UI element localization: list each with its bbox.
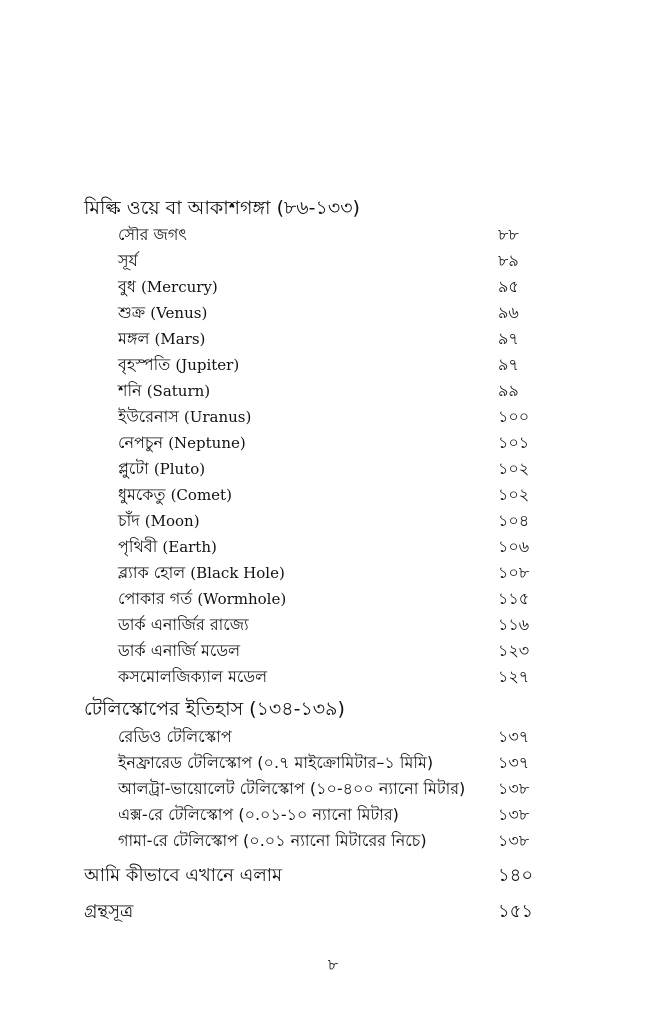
toc-row-en: (Pluto) — [153, 460, 206, 478]
toc-row-page: ৯৭ — [498, 355, 519, 374]
toc-row-en: (Venus) — [150, 304, 208, 322]
toc-row — [118, 612, 538, 638]
toc-row-page: ১১৬ — [498, 615, 530, 634]
section-title-milky-way: মিল্কি ওয়ে বা আকাশগঙ্গা (৮৬-১৩৩) — [84, 197, 360, 219]
toc-row-bn: নেপচুন — [118, 433, 164, 452]
toc-row-bn: ব্ল্যাক হোল — [118, 563, 186, 582]
toc-row-page: ১৩৮ — [498, 831, 530, 850]
toc-row-en: (Mercury) — [140, 278, 218, 296]
toc-row-en: (Saturn) — [146, 382, 211, 400]
toc-row — [118, 724, 538, 750]
toc-entry-page: ১৪০ — [498, 865, 534, 886]
toc-row-en: (Wormhole) — [197, 590, 287, 608]
toc-row-page: ৯৫ — [498, 277, 519, 296]
toc-row-bn: বৃহস্পতি — [118, 355, 171, 374]
toc-row-en: (Neptune) — [168, 434, 246, 452]
toc-row-bn: ইউরেনাস — [118, 407, 179, 426]
toc-row-bn: ইনফ্রারেড টেলিস্কোপ (০.৭ মাইক্রোমিটার–১ মিমি) — [118, 753, 434, 772]
toc-row-page: ৮৯ — [498, 251, 519, 270]
toc-row — [118, 300, 538, 326]
toc-entry-label: গ্রন্থসূত্র — [84, 901, 134, 922]
toc-row-en: (Black Hole) — [190, 564, 285, 582]
toc-row-bn: আলট্রা-ভায়োলেট টেলিস্কোপ (১০-৪০০ ন্যানো মিটার) — [118, 779, 466, 798]
toc-row — [118, 326, 538, 352]
toc-row-bn: এক্স-রে টেলিস্কোপ (০.০১-১০ ন্যানো মিটার) — [118, 805, 399, 824]
toc-row-bn: ধুমকেতু — [118, 485, 166, 504]
toc-row-page: ১৩৮ — [498, 779, 530, 798]
toc-row-page: ১০২ — [498, 459, 530, 478]
toc-row-bn: শুক্র — [118, 303, 146, 322]
toc-row — [118, 248, 538, 274]
toc-row-bn: ডার্ক এনার্জি মডেল — [118, 641, 241, 660]
toc-row-page: ৮৮ — [498, 225, 519, 244]
toc-row-page: ৯৬ — [498, 303, 519, 322]
toc-row-bn: সৌর জগৎ — [118, 225, 187, 244]
toc-row-en: (Comet) — [170, 486, 232, 504]
toc-row — [118, 456, 538, 482]
toc-row-bn: মঙ্গল — [118, 329, 150, 348]
toc-row — [118, 776, 538, 802]
toc-row-bn: প্লুটো — [118, 459, 149, 478]
toc-row-bn: সূর্য — [118, 251, 138, 270]
toc-row-en: (Earth) — [162, 538, 217, 556]
toc-row-page: ৯৭ — [498, 329, 519, 348]
toc-row-page: ১০০ — [498, 407, 530, 426]
toc-row — [118, 750, 538, 776]
toc-row-en: (Uranus) — [183, 408, 252, 426]
toc-row-page: ১০৮ — [498, 563, 530, 582]
toc-row-page: ১০৪ — [498, 511, 530, 530]
toc-row-en: (Moon) — [144, 512, 200, 530]
toc-entry-how-i-got-here — [84, 862, 538, 890]
toc-row-page: ১৩৭ — [498, 727, 530, 746]
toc-row-page: ১০৬ — [498, 537, 530, 556]
toc-row-page: ১২৩ — [498, 641, 530, 660]
toc-row-page: ৯৯ — [498, 381, 519, 400]
toc-row — [118, 430, 538, 456]
toc-row — [118, 664, 538, 690]
toc-row — [118, 222, 538, 248]
toc-row-page: ১১৫ — [498, 589, 530, 608]
toc-row — [118, 638, 538, 664]
toc-entry-bibliography — [84, 898, 538, 926]
toc-row-bn: রেডিও টেলিস্কোপ — [118, 727, 232, 746]
toc-row — [118, 482, 538, 508]
section-title-telescope-history: টেলিস্কোপের ইতিহাস (১৩৪-১৩৯) — [84, 698, 345, 720]
toc-row-bn: ডার্ক এনার্জির রাজ্যে — [118, 615, 249, 634]
page-number: ৮ — [327, 955, 339, 974]
toc-row-bn: পোকার গর্ত — [118, 589, 193, 608]
toc-row-bn: চাঁদ — [118, 511, 140, 530]
toc-entry-label: আমি কীভাবে এখানে এলাম — [84, 865, 282, 886]
toc-row-bn: গামা-রে টেলিস্কোপ (০.০১ ন্যানো মিটারের নিচে) — [118, 831, 427, 850]
toc-row — [118, 378, 538, 404]
toc-row — [118, 802, 538, 828]
toc-row — [118, 352, 538, 378]
toc-row — [118, 534, 538, 560]
toc-row — [118, 586, 538, 612]
toc-row-page: ১২৭ — [498, 667, 530, 686]
toc-row — [118, 828, 538, 854]
toc-row-bn: শনি — [118, 381, 142, 400]
toc-row-bn: কসমোলজিক্যাল মডেল — [118, 667, 268, 686]
toc-row-bn: বুধ — [118, 277, 136, 296]
toc-entry-page: ১৫১ — [498, 901, 534, 922]
toc-row-bn: পৃথিবী — [118, 537, 158, 556]
toc-row-page: ১০২ — [498, 485, 530, 504]
toc-row — [118, 560, 538, 586]
toc-row — [118, 274, 538, 300]
toc-row-en: (Mars) — [154, 330, 206, 348]
toc-row — [118, 404, 538, 430]
toc-row — [118, 508, 538, 534]
toc-row-page: ১৩৮ — [498, 805, 530, 824]
toc-row-page: ১৩৭ — [498, 753, 530, 772]
toc-row-en: (Jupiter) — [175, 356, 240, 374]
toc-row-page: ১০১ — [498, 433, 530, 452]
